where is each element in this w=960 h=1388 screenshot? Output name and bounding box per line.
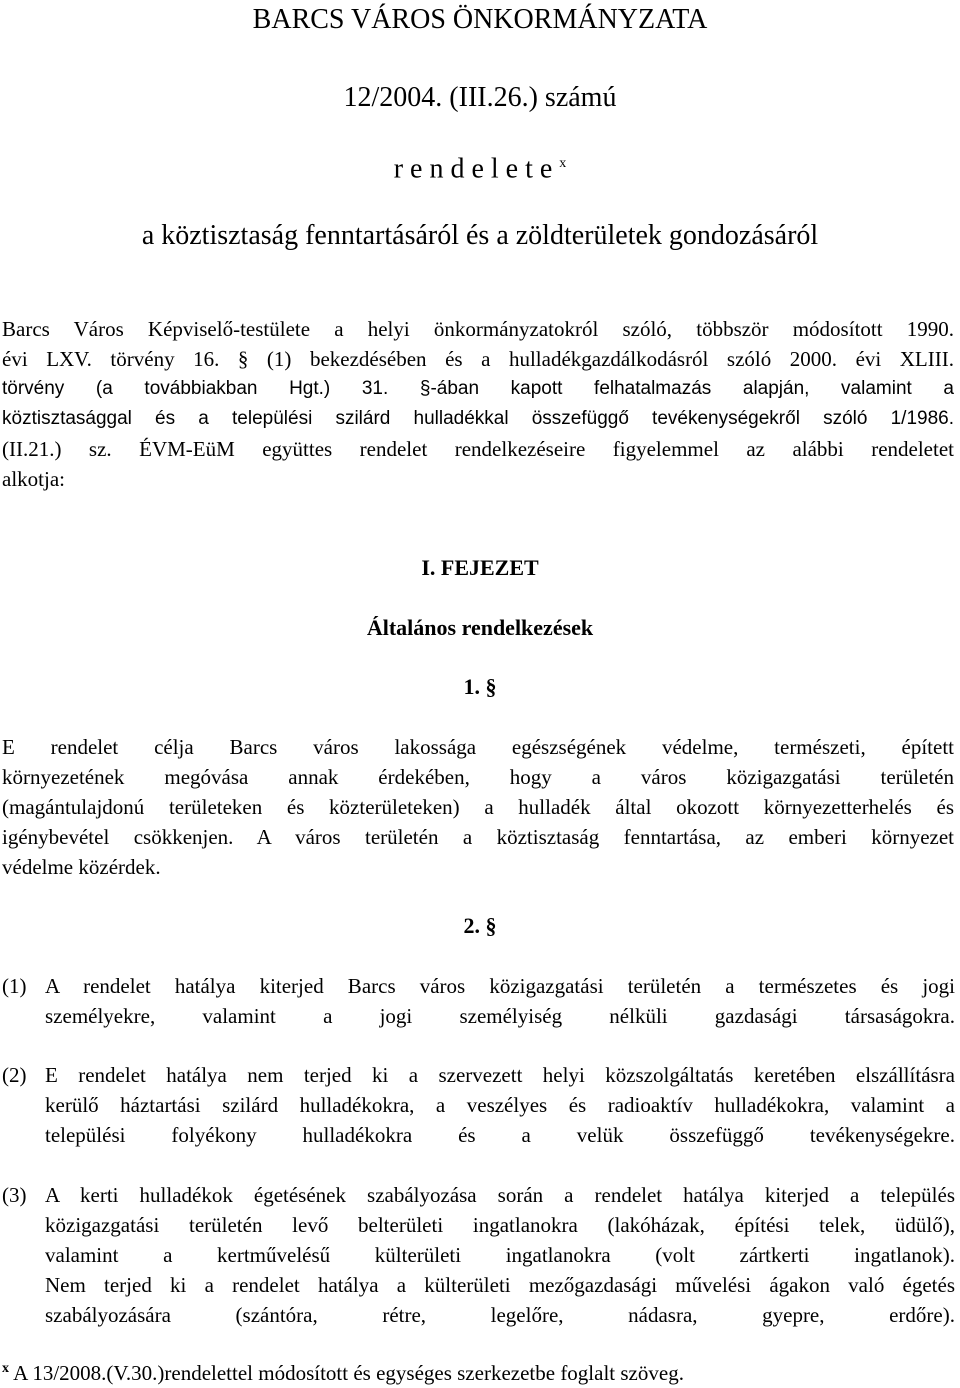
preamble-line: Barcs Város Képviselő-testülete a helyi önkormányzatokról szóló, többször módosított 1990.	[2, 317, 954, 341]
preamble-line: évi LXV. törvény 16. § (1) bekezdésében és a hulladékgazdálkodásról szóló 2000. évi XLIII.	[2, 347, 954, 371]
section-1-line: igénybevétel csökkenjen. A város területén a köztisztaság fenntartása, az emberi környezet	[2, 825, 954, 849]
section-1-line: környezetének megóvása annak érdekében, hogy a város közigazgatási területén	[2, 765, 954, 789]
item-line: valamint a kertművelésű külterületi ingatlanokra (volt zártkerti ingatlanok).	[45, 1243, 955, 1267]
footnote-text: A 13/2008.(V.30.)rendelettel módosított és egységes szerkezetbe foglalt szöveg.	[13, 1361, 684, 1385]
item-line: személyekre, valamint a jogi személyiség nélküli gazdasági társaságokra.	[45, 1004, 955, 1028]
footnote-mark: x	[2, 1361, 9, 1376]
decree-word: r e n d e l e t e	[393, 153, 553, 185]
item-number: (2)	[2, 1063, 27, 1087]
footnote	[2, 1354, 684, 1388]
item-line: szabályozására (szántóra, rétre, legelőre, nádasra, gyepre, erdőre).	[45, 1303, 955, 1327]
item-line: települési folyékony hulladékokra és a velük összefüggő tevékenységekre.	[45, 1123, 955, 1147]
decree-subject: a köztisztaság fenntartásáról és a zöldterületek gondozásáról	[141, 220, 819, 251]
item-line: Nem terjed ki a rendelet hatálya a külterületi mezőgazdasági művelési ágakon való égetés	[45, 1273, 955, 1297]
preamble-line: (II.21.) sz. ÉVM-EüM együttes rendelet rendelkezéseire figyelemmel az alábbi rendeletet	[2, 437, 954, 461]
preamble-line: törvény (a továbbiakban Hgt.) 31. §-ában kapott felhatalmazás alapján, valamint a	[2, 378, 954, 399]
item-line: A rendelet hatálya kiterjed Barcs város közigazgatási területén a természetes és jogi	[45, 974, 955, 998]
preamble-line: alkotja:	[2, 467, 65, 491]
item-line: E rendelet hatálya nem terjed ki a szervezett helyi közszolgáltatás keretében elszállításra	[45, 1063, 955, 1087]
chapter-number: I. FEJEZET	[421, 555, 539, 580]
item-number: (3)	[2, 1183, 27, 1207]
section-1-line: E rendelet célja Barcs város lakossága egészségének védelme, természeti, épített	[2, 735, 954, 759]
decree-number: 12/2004. (III.26.) számú	[343, 82, 617, 113]
item-number: (1)	[2, 974, 27, 998]
item-line: A kerti hulladékok égetésének szabályozása során a rendelet hatálya kiterjed a település	[45, 1183, 955, 1207]
section-1-line: (magántulajdonú területeken és közterületeken) a hulladék által okozott környezetterhelés és	[2, 795, 954, 819]
chapter-title: Általános rendelkezések	[366, 615, 594, 640]
item-line: közigazgatási területén levő belterületi ingatlanokra (lakóházak, építési telek, üdülő),	[45, 1213, 955, 1237]
section-1-line: védelme közérdek.	[2, 855, 161, 879]
decree-word-line	[0, 148, 960, 185]
footnote-marker: x	[559, 156, 567, 171]
item-line: kerülő háztartási szilárd hulladékokra, a veszélyes és radioaktív hulladékokra, valamint a	[45, 1093, 955, 1117]
document-title: BARCS VÁROS ÖNKORMÁNYZATA	[252, 4, 708, 35]
section-1-heading: 1. §	[463, 674, 497, 699]
section-2-heading: 2. §	[463, 913, 497, 938]
preamble-line: köztisztasággal és a települési szilárd hulladékkal összefüggő tevékenységekről szóló 1/1986.	[2, 408, 954, 429]
